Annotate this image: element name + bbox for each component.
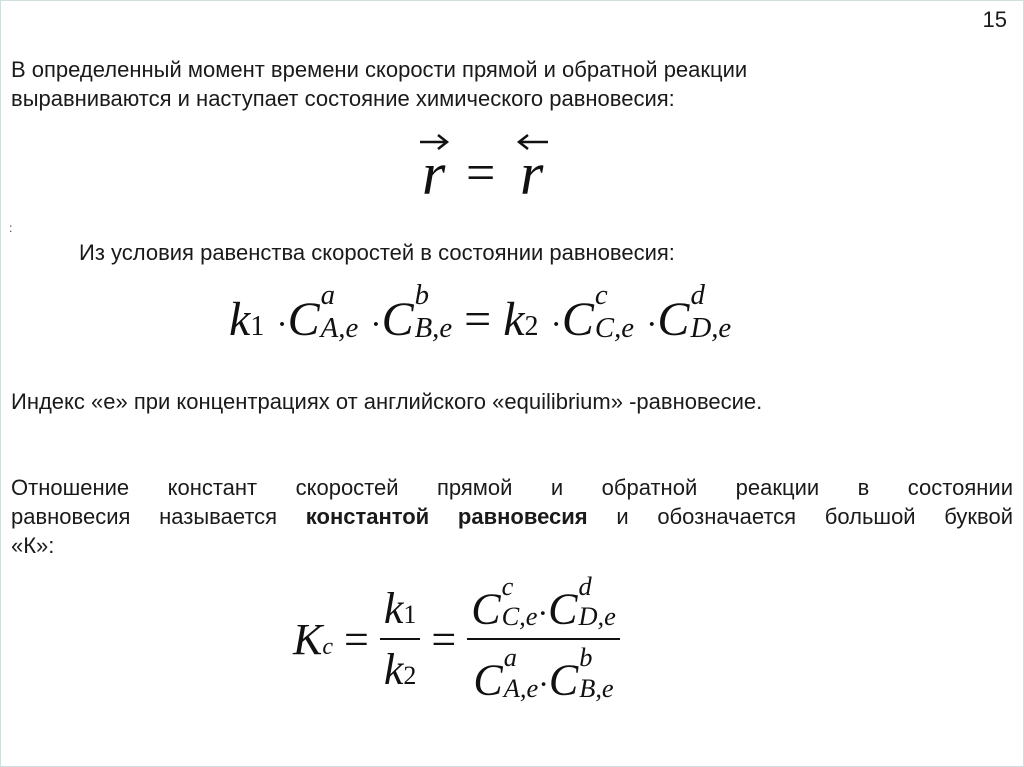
numerator	[380, 583, 421, 634]
power-a: a	[320, 279, 336, 311]
paragraph-line	[11, 502, 1013, 531]
paragraph-line: «К»:	[11, 533, 55, 558]
denominator	[380, 644, 421, 695]
paragraph-line: Отношение констант скоростей прямой и обратной реакции в состоянии	[11, 475, 1013, 500]
paragraph-index-e: Индекс «е» при концентрациях от английского «equilibrium» -равновесие.	[11, 389, 763, 414]
subscript-d-e: D,e	[578, 601, 616, 632]
text-segment: равновесия называется	[11, 504, 306, 529]
equation-rate-balance	[229, 281, 731, 347]
paragraph-equilibrium-constant	[11, 473, 1013, 560]
K-subscript: c	[322, 633, 334, 660]
k2-subscript: 2	[524, 310, 539, 342]
fraction-bar	[380, 638, 421, 640]
power-d: d	[578, 571, 592, 601]
dot-operator: ·	[370, 305, 382, 343]
dot-operator: ·	[538, 665, 549, 702]
subscript-c-e: C,e	[501, 601, 538, 632]
conc-c-scripts	[502, 573, 538, 630]
conc-d-scripts	[579, 573, 616, 630]
conc-b-scripts	[579, 644, 613, 701]
subscript-a-e: A,e	[503, 672, 539, 703]
subscript-b-e: B,e	[579, 672, 614, 703]
equals-sign: =	[431, 614, 457, 664]
dot-operator: ·	[646, 305, 658, 343]
K-letter: K	[293, 614, 323, 664]
conc-symbol: C	[471, 584, 501, 634]
conc-symbol: C	[287, 292, 320, 346]
power-d: d	[690, 279, 705, 311]
dot-operator: ·	[537, 594, 549, 631]
stray-colon: :	[9, 221, 13, 235]
dot-operator: ·	[550, 305, 562, 343]
k1-symbol: k	[229, 292, 251, 346]
subscript-d-e: D,e	[690, 311, 732, 344]
conc-symbol: C	[548, 655, 579, 705]
k2-subscript: 2	[403, 661, 417, 691]
page-number: 15	[982, 7, 1007, 32]
conc-a-scripts	[504, 644, 538, 701]
conc-symbol: C	[657, 292, 690, 346]
equals-sign: =	[464, 292, 492, 346]
paragraph-line: выравниваются и наступает состояние химического равновесия:	[11, 86, 675, 111]
equals-sign: =	[344, 614, 369, 664]
numerator	[467, 573, 620, 634]
conc-d-scripts	[690, 281, 731, 343]
rate-reverse: r	[520, 141, 544, 206]
equals-sign: =	[466, 145, 496, 202]
conc-symbol: C	[473, 655, 503, 705]
paragraph-equality-condition: Из условия равенства скоростей в состоянии равновесия:	[79, 240, 675, 265]
power-b: b	[579, 642, 593, 673]
k2-symbol: k	[503, 292, 525, 346]
fraction-concentrations	[467, 573, 620, 706]
equation-equilibrium-constant	[293, 573, 620, 706]
bold-term: константой равновесия	[305, 504, 588, 529]
power-a: a	[503, 642, 517, 673]
kc-symbol	[293, 615, 333, 664]
k1-subscript: 1	[250, 310, 265, 342]
fraction-bar	[467, 638, 620, 640]
conc-symbol: C	[561, 292, 594, 346]
paragraph-equilibrium-intro	[11, 55, 747, 113]
conc-symbol: C	[381, 292, 414, 346]
fraction-k1-k2	[380, 583, 421, 695]
denominator	[467, 644, 620, 705]
k1-subscript: 1	[403, 600, 417, 630]
paragraph-line: В определенный момент времени скорости прямой и обратной реакции	[11, 57, 748, 82]
dot-operator: ·	[276, 305, 288, 343]
k1-symbol: k	[383, 584, 404, 634]
power-c: c	[594, 279, 608, 311]
conc-c-scripts	[595, 281, 634, 343]
subscript-c-e: C,e	[594, 311, 635, 344]
subscript-a-e: A,e	[320, 311, 359, 344]
conc-symbol: C	[548, 584, 578, 634]
text-segment: и обозначается большой буквой	[587, 504, 1014, 529]
equation-rate-equality	[406, 126, 566, 206]
power-c: c	[501, 571, 514, 601]
power-b: b	[414, 279, 429, 311]
rate-forward: r	[422, 141, 446, 206]
conc-a-scripts	[321, 281, 359, 343]
subscript-b-e: B,e	[414, 311, 453, 344]
conc-b-scripts	[415, 281, 453, 343]
k2-symbol: k	[383, 645, 404, 695]
